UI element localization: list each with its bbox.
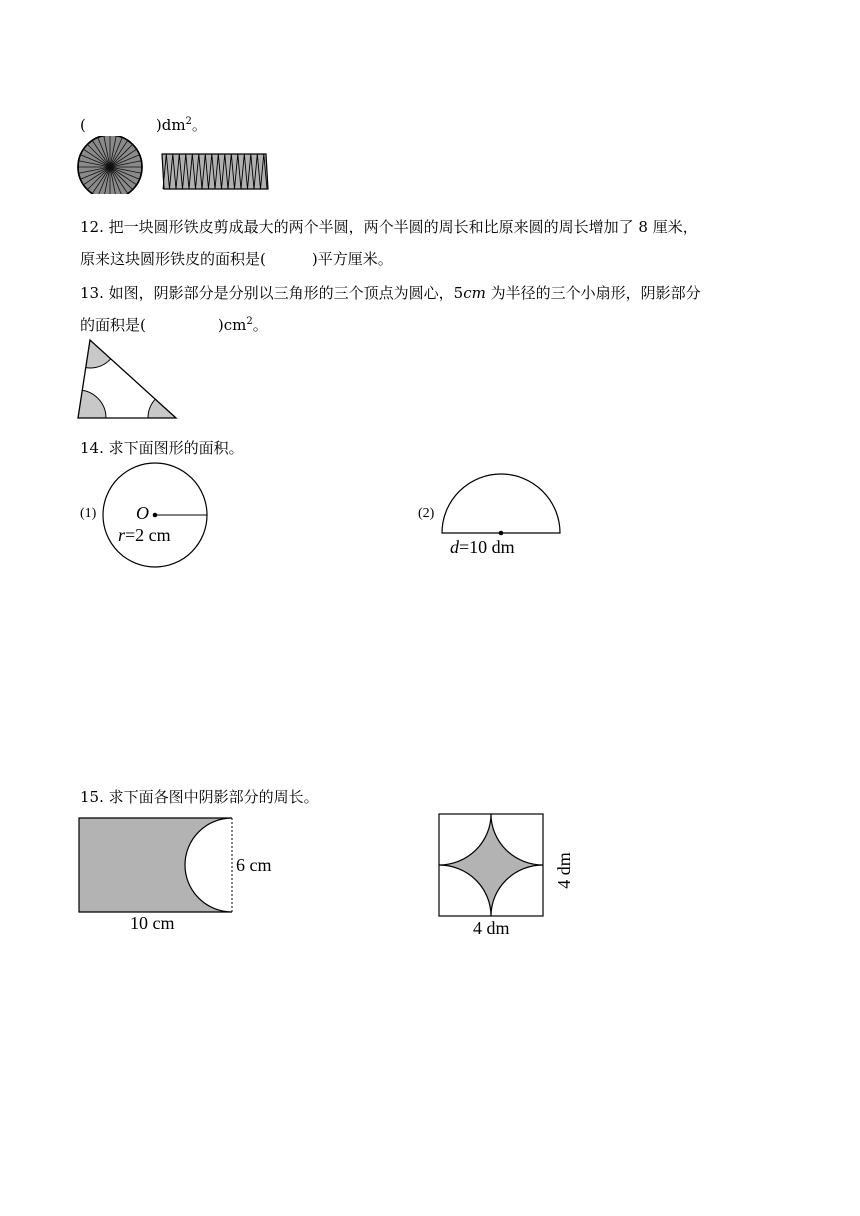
bottom-label: 4 dm — [473, 918, 510, 938]
height-label: 6 cm — [236, 855, 272, 875]
q13-line1 — [80, 282, 701, 304]
zigzag-rectangle-icon — [162, 154, 268, 189]
diameter-value: =10 dm — [459, 537, 515, 557]
q14-fig2-number: (2) — [418, 506, 435, 521]
q12-line2 — [80, 248, 393, 270]
q15-rectangle-figure — [78, 816, 238, 916]
q14-circle-figure — [100, 460, 212, 570]
triangle-sectors-figure — [76, 338, 182, 422]
period: 。 — [191, 116, 207, 134]
bottom-right-sector — [148, 390, 182, 422]
sector-circle-icon — [78, 136, 142, 194]
q15-title: 15. 求下面各图中阴影部分的周长。 — [80, 788, 319, 806]
paren-open: ( — [80, 116, 86, 134]
unit-exponent: 2 — [185, 116, 192, 127]
side-label: 4 dm — [553, 852, 574, 889]
center-dot — [153, 513, 158, 518]
q13-text-a: 13. 如图，阴影部分是分别以三角形的三个顶点为圆心， — [80, 284, 454, 302]
q15-square-figure — [438, 813, 546, 919]
q13-text-before: 的面积是( — [80, 316, 146, 334]
top-sector — [76, 338, 118, 368]
radius-var: r — [118, 525, 126, 545]
unit: dm — [161, 116, 186, 134]
q12-text-before: 原来这块圆形铁皮的面积是( — [80, 250, 266, 268]
center-dot — [499, 531, 504, 536]
semicircle — [442, 474, 560, 533]
q14-title: 14. 求下面图形的面积。 — [80, 439, 244, 457]
q12-line1: 12. 把一块圆形铁皮剪成最大的两个半圆，两个半圆的周长和比原来圆的周长增加了 8 厘米， — [80, 218, 698, 236]
radius-label — [118, 525, 171, 546]
radius-value: =2 cm — [125, 525, 171, 545]
period: 。 — [252, 316, 268, 334]
radius-unit: cm — [463, 284, 486, 302]
unit: )cm — [217, 316, 247, 334]
diameter-label — [450, 537, 515, 558]
shaded-region — [79, 818, 232, 912]
q12-text-after: )平方厘米。 — [311, 250, 393, 268]
q14-fig1-number: (1) — [80, 506, 97, 521]
q11-answer-line — [80, 114, 207, 136]
q13-text-b: 为半径的三个小扇形，阴影部分 — [485, 284, 701, 302]
unit-exponent: 2 — [246, 316, 253, 327]
shaded-star — [439, 814, 543, 916]
width-label: 10 cm — [130, 913, 175, 933]
diameter-var: d — [450, 537, 459, 557]
radius-value: 5 — [453, 284, 464, 302]
center-label: O — [136, 503, 149, 523]
q13-line2 — [80, 314, 268, 336]
paren-close: ) — [155, 116, 162, 134]
circle-rearrangement-figure — [76, 136, 276, 194]
q14-semicircle-figure — [440, 472, 564, 536]
